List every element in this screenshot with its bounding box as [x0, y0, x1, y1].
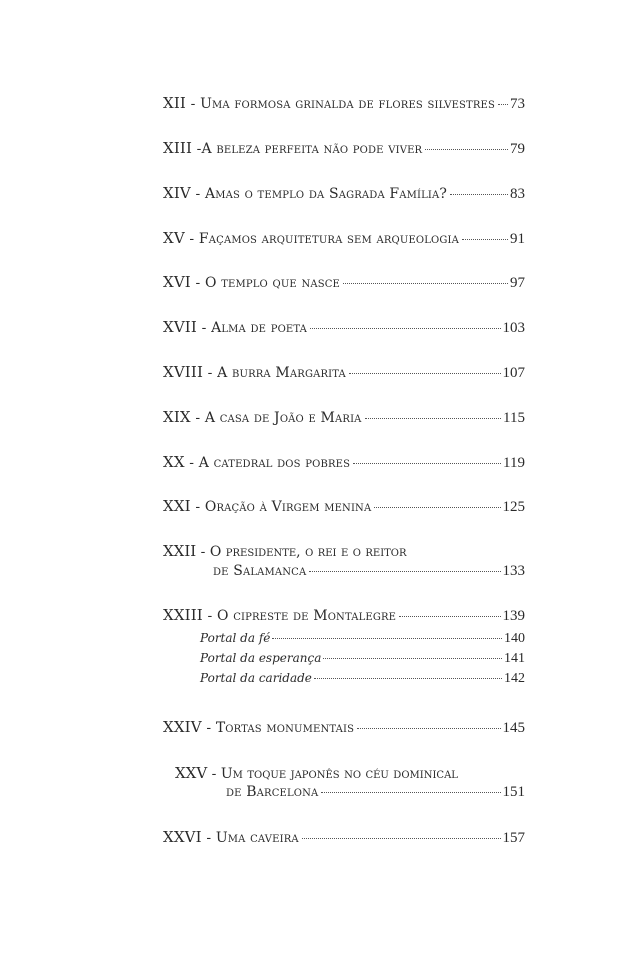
toc-entry-title: XXI - Oração à Virgem menina — [163, 497, 372, 515]
toc-subentry-title: Portal da caridade — [200, 671, 312, 685]
dot-leader — [450, 194, 508, 195]
toc-entry-title: XII - Uma formosa grinalda de flores silvestres — [163, 94, 495, 112]
toc-entry-title: XV - Façamos arquitetura sem arqueologia — [163, 229, 460, 247]
toc-entry-title-continued: de Barcelona — [226, 784, 319, 800]
toc-entry-title: XIV - Amas o templo da Sagrada Família? — [163, 184, 448, 202]
dot-leader — [462, 239, 508, 240]
toc-entry-title: XVIII - A burra Margarita — [163, 363, 346, 381]
toc-entry-title: XX - A catedral dos pobres — [163, 453, 351, 471]
dot-leader — [498, 104, 508, 105]
toc-page-number: 140 — [504, 631, 525, 646]
toc-subentry-title: Portal da fé — [200, 631, 271, 645]
toc-page-number: 141 — [504, 651, 525, 666]
toc-entry — [163, 229, 525, 248]
toc-page-number: 139 — [502, 608, 525, 624]
toc-entry — [163, 408, 525, 427]
toc-page-number: 83 — [510, 186, 525, 202]
toc-page-number: 79 — [510, 141, 525, 157]
toc-entry-title: XVII - Alma de poeta — [163, 318, 308, 336]
dot-leader — [353, 463, 501, 464]
toc-entry-title: XVI - O templo que nasce — [163, 273, 340, 291]
dot-leader — [349, 373, 501, 374]
toc-subentry-title: Portal da esperança — [200, 651, 322, 665]
dot-leader — [323, 658, 502, 659]
toc-page-number: 151 — [502, 784, 525, 800]
toc-entry — [213, 562, 525, 580]
dot-leader — [272, 638, 502, 639]
toc-entry-title: XIII -A beleza perfeita não pode viver — [163, 139, 423, 157]
toc-entry-title: XXII - O presidente, o rei e o reitor — [163, 542, 407, 560]
toc-subentry — [200, 670, 525, 687]
toc-entry — [163, 184, 525, 203]
toc-entry — [163, 139, 525, 158]
toc-page-number: 157 — [502, 830, 525, 846]
toc-entry-title-continued: de Salamanca — [213, 563, 307, 579]
dot-leader — [365, 418, 502, 419]
dot-leader — [343, 283, 508, 284]
toc-page-number: 115 — [503, 410, 525, 426]
toc-entry — [163, 318, 525, 337]
toc-page-number: 145 — [502, 720, 525, 736]
toc-entry — [163, 828, 525, 847]
toc-page-number: 133 — [502, 563, 525, 579]
dot-leader — [309, 571, 500, 572]
dot-leader — [302, 838, 501, 839]
toc-page-number: 91 — [510, 231, 525, 247]
dot-leader — [425, 149, 508, 150]
dot-leader — [314, 678, 502, 679]
toc-entry-title: XXIV - Tortas monumentais — [163, 718, 355, 736]
toc-page-number: 97 — [510, 275, 525, 291]
toc-page-number: 142 — [504, 671, 525, 686]
toc-entry — [163, 718, 525, 737]
dot-leader — [310, 328, 500, 329]
toc-entry — [163, 497, 525, 516]
toc-entry-title: XXV - Um toque japonês no céu dominical — [175, 764, 458, 782]
toc-entry — [163, 606, 525, 625]
toc-entry-title: XIX - A casa de João e Maria — [163, 408, 362, 426]
toc-entry — [163, 453, 525, 472]
toc-page-number: 73 — [510, 96, 525, 112]
toc-entry-title: XXIII - O cipreste de Montalegre — [163, 606, 397, 624]
toc-entry-title: XXVI - Uma caveira — [163, 828, 299, 846]
toc-entry — [226, 783, 525, 801]
dot-leader — [321, 792, 500, 793]
toc-entry — [163, 363, 525, 382]
toc-page-number: 103 — [502, 320, 525, 336]
toc-page-number: 119 — [503, 455, 525, 471]
dot-leader — [374, 507, 500, 508]
dot-leader — [399, 616, 500, 617]
toc-page-number: 107 — [502, 365, 525, 381]
toc-page-number: 125 — [502, 499, 525, 515]
toc-entry — [163, 94, 525, 113]
toc-subentry — [200, 630, 525, 647]
dot-leader — [357, 728, 500, 729]
toc-entry — [163, 273, 525, 292]
toc-subentry — [200, 650, 525, 667]
